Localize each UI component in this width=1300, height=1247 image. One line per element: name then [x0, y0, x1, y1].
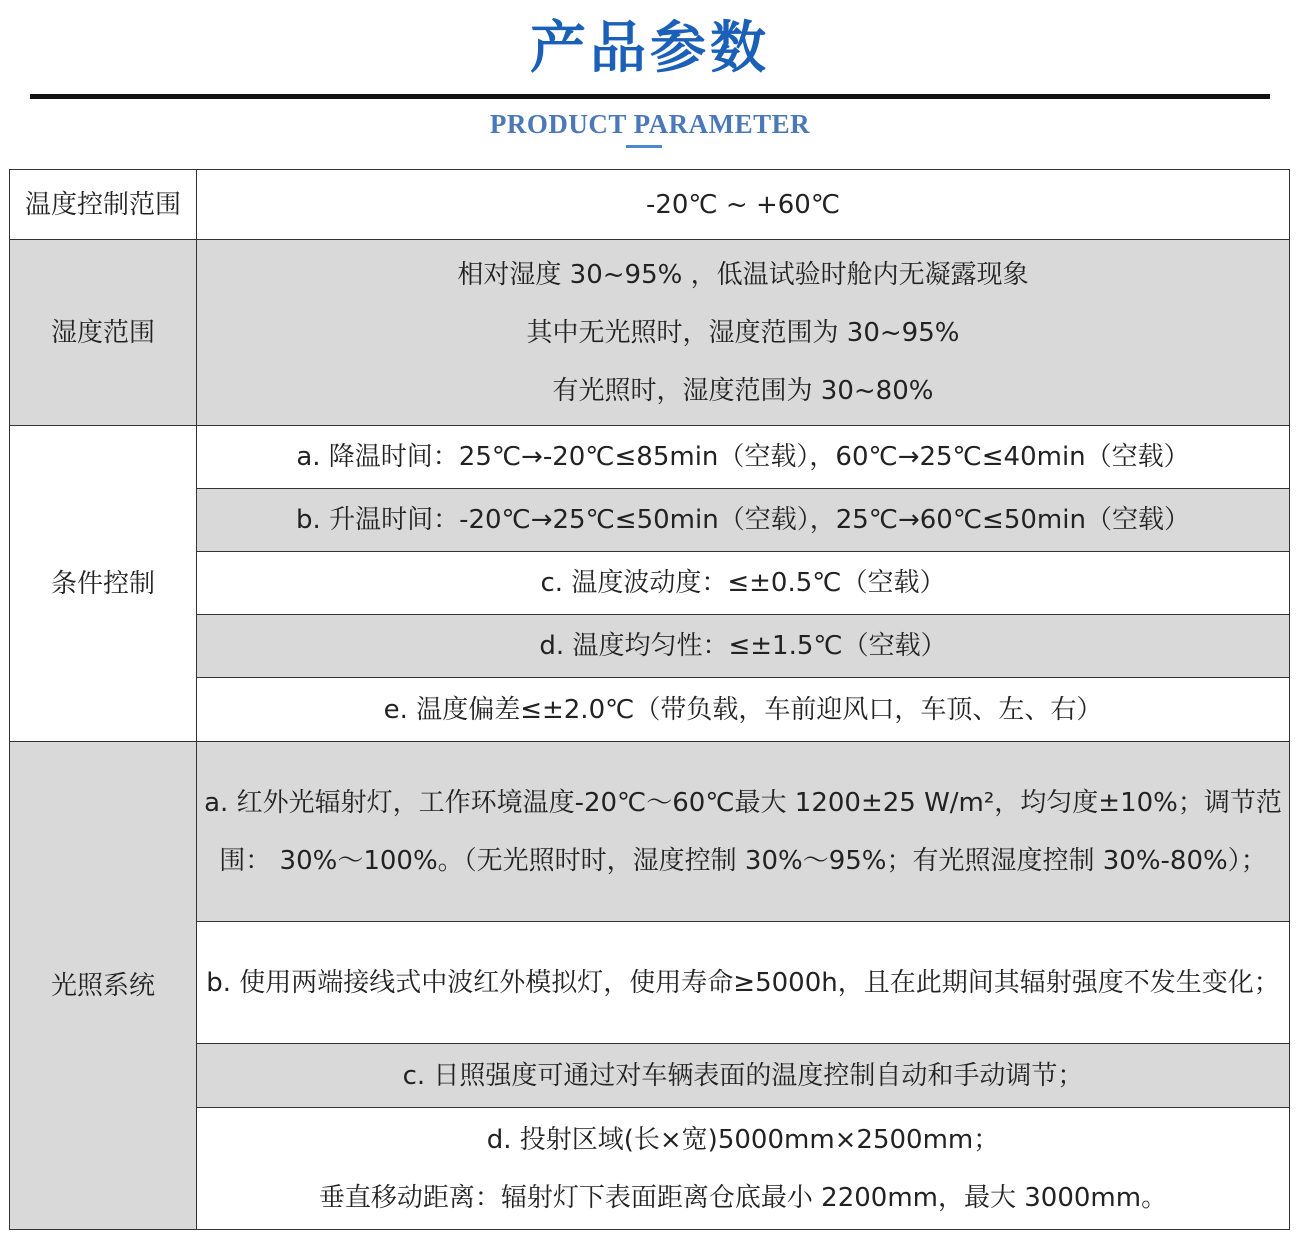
table-row [10, 170, 1290, 240]
lighting-item-a [197, 742, 1290, 922]
table-row [10, 678, 1290, 742]
page-subtitle: PRODUCT PARAMETER [489, 109, 811, 139]
condition-item: b. 升温时间：-20℃→25℃≤50min（空载），25℃→60℃≤50min（空载） [197, 489, 1290, 552]
table-row [10, 552, 1290, 615]
condition-item: d. 温度均匀性：≤±1.5℃（空载） [197, 615, 1290, 678]
subtitle-underline [626, 145, 662, 148]
table-row [10, 489, 1290, 552]
humidity-line: 有光照时，湿度范围为 30~80% [552, 375, 934, 406]
lighting-item-c: c. 日照强度可通过对车辆表面的温度控制自动和手动调节； [197, 1044, 1290, 1108]
row-label-temp-range: 温度控制范围 [10, 170, 197, 240]
table-row [10, 240, 1290, 426]
lighting-item-d [197, 1108, 1290, 1230]
lighting-item-a-text: a. 红外光辐射灯，工作环境温度-20℃～60℃最大 1200±25 W/m²，均匀度±10%；调节范围： 30%～100%。（无光照时时，湿度控制 30%～95%；有光照湿度控制 30%-80%）； [204, 787, 1282, 876]
lighting-item-b [197, 922, 1290, 1044]
parameter-table [9, 169, 1290, 1230]
table-row [10, 922, 1290, 1044]
table-row [10, 742, 1290, 922]
row-label-humidity: 湿度范围 [10, 240, 197, 426]
title-divider [30, 94, 1270, 99]
condition-item: a. 降温时间：25℃→-20℃≤85min（空载），60℃→25℃≤40min（空载） [197, 426, 1290, 489]
row-label-lighting: 光照系统 [10, 742, 197, 1230]
table-row [10, 1044, 1290, 1108]
temp-range-value: -20℃ ~ +60℃ [197, 170, 1290, 240]
humidity-value [197, 240, 1290, 426]
table-row [10, 615, 1290, 678]
condition-item: e. 温度偏差≤±2.0℃（带负载，车前迎风口，车顶、左、右） [197, 678, 1290, 742]
page-title: 产品参数 [530, 16, 770, 81]
lighting-item-b-text: b. 使用两端接线式中波红外模拟灯，使用寿命≥5000h，且在此期间其辐射强度不发生变化； [206, 967, 1280, 998]
row-label-condition: 条件控制 [10, 426, 197, 742]
table-row [10, 1108, 1290, 1230]
humidity-line: 相对湿度 30~95% ，低温试验时舱内无凝露现象 [457, 259, 1029, 290]
condition-item: c. 温度波动度：≤±0.5℃（空载） [197, 552, 1290, 615]
humidity-line: 其中无光照时，湿度范围为 30~95% [526, 317, 960, 348]
table-row [10, 426, 1290, 489]
lighting-item-d-line: 垂直移动距离：辐射灯下表面距离仓底最小 2200mm，最大 3000mm。 [318, 1182, 1168, 1213]
lighting-item-d-line: d. 投射区域(长×宽)5000mm×2500mm； [486, 1124, 1000, 1155]
